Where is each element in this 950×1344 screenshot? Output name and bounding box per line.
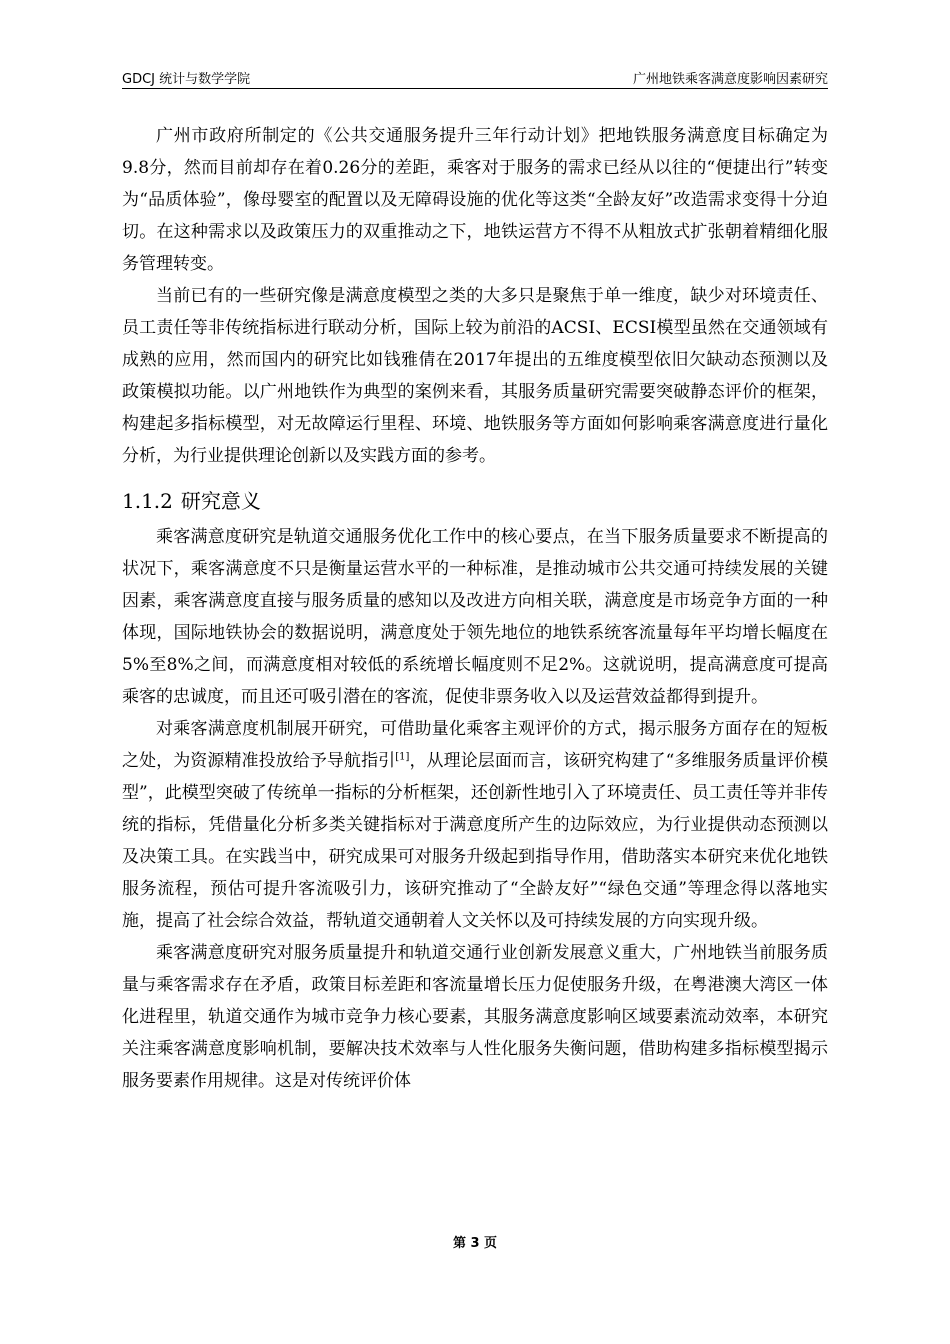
- paragraph-text: ，从理论层面而言，该研究构建了“多维服务质量评价模型”，此模型突破了传统单一指标的分析框架，还创新性地引入了环境责任、员工责任等并非传统的指标，凭借量化分析多类关键指标对于满意度所产生的边际效应，为行业提供动态预测以及决策工具。在实践当中，研究成果可对服务升级起到指导作用，借助落实本研究来优化地铁服务流程，预估可提升客流吸引力，该研究推动了“全龄友好”“绿色交通”等理念得以落地实施，提高了社会综合效益，帮轨道交通朝着人文关怀以及可持续发展的方向实现升级。: [122, 751, 828, 931]
- paragraph-significance-1: 乘客满意度研究是轨道交通服务优化工作中的核心要点，在当下服务质量要求不断提高的状况下，乘客满意度不只是衡量运营水平的一种标准，是推动城市公共交通可持续发展的关键因素，乘客满意度直接与服务质量的感知以及改进方向相关联，满意度是市场竞争方面的一种体现，国际地铁协会的数据说明，满意度处于领先地位的地铁系统客流量每年平均增长幅度在5%至8%之间，而满意度相对较低的系统增长幅度则不足2%。这就说明，提高满意度可提高乘客的忠诚度，而且还可吸引潜在的客流，促使非票务收入以及运营效益都得到提升。: [122, 527, 828, 707]
- header-institution: GDCJ 统计与数学学院: [122, 72, 251, 87]
- paragraph-significance-2: [122, 713, 828, 937]
- paragraph-text: 对乘客满意度机制展开研究，可借助量化乘客主观评价的方式，揭示服务方面存在的短板之处，为资源精准投放给予导航指引: [122, 719, 828, 771]
- page-header: [122, 66, 828, 89]
- citation-link[interactable]: [1]: [395, 751, 410, 763]
- paragraph-significance-3: 乘客满意度研究对服务质量提升和轨道交通行业创新发展意义重大，广州地铁当前服务质量与乘客需求存在矛盾，政策目标差距和客流量增长压力促使服务升级，在粤港澳大湾区一体化进程里，轨道交通作为城市竞争力核心要素，其服务满意度影响区域要素流动效率，本研究关注乘客满意度影响机制，要解决技术效率与人性化服务失衡问题，借助构建多指标模型揭示服务要素作用规律。这是对传统评价体: [122, 943, 828, 1091]
- paragraph-policy-target: 广州市政府所制定的《公共交通服务提升三年行动计划》把地铁服务满意度目标确定为9.8分，然而目前却存在着0.26分的差距，乘客对于服务的需求已经从以往的“便捷出行”转变为“品质体验”，像母婴室的配置以及无障碍设施的优化等这类“全龄友好”改造需求变得十分迫切。在这种需求以及政策压力的双重推动之下，地铁运营方不得不从粗放式扩张朝着精细化服务管理转变。: [122, 126, 828, 274]
- paragraph-existing-research: 当前已有的一些研究像是满意度模型之类的大多只是聚焦于单一维度，缺少对环境责任、员工责任等非传统指标进行联动分析，国际上较为前沿的ACSI、ECSI模型虽然在交通领域有成熟的应用，然而国内的研究比如钱雅倩在2017年提出的五维度模型依旧欠缺动态预测以及政策模拟功能。以广州地铁作为典型的案例来看，其服务质量研究需要突破静态评价的框架，构建起多指标模型，对无故障运行里程、环境、地铁服务等方面如何影响乘客满意度进行量化分析，为行业提供理论创新以及实践方面的参考。: [122, 286, 828, 466]
- section-heading: [122, 472, 828, 521]
- page-number: 第 3 页: [452, 1236, 498, 1251]
- section-title: 研究意义: [180, 489, 261, 513]
- page-body: [122, 120, 828, 1097]
- header-paper-title: 广州地铁乘客满意度影响因素研究: [632, 72, 828, 87]
- section-number: 1.1.2: [122, 489, 173, 513]
